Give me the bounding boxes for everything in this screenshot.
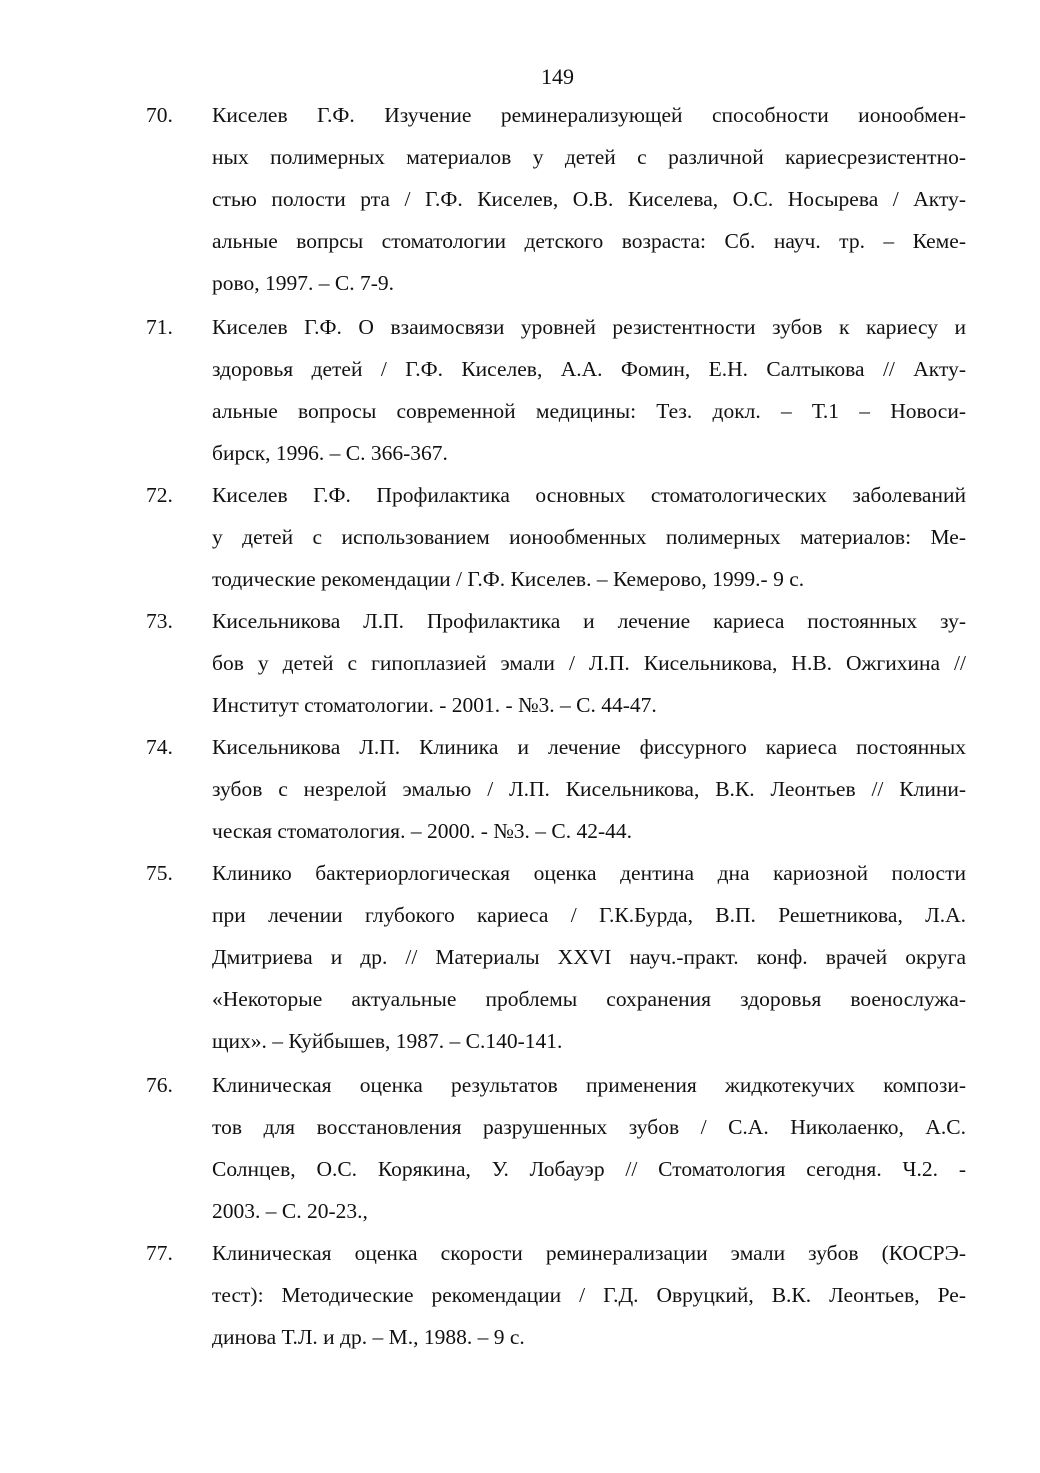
reference-line: Солнцев, О.С. Корякина, У. Лобауэр // Стоматология сегодня. Ч.2. - xyxy=(212,1157,966,1181)
reference-line: ческая стоматология. – 2000. - №3. – С. 42-44. xyxy=(212,819,632,843)
reference-text xyxy=(212,726,966,852)
reference-line: Кисельникова Л.П. Клиника и лечение фиссурного кариеса постоянных xyxy=(212,735,966,759)
reference-line: Клиническая оценка скорости реминерализации эмали зубов (КОСРЭ- xyxy=(212,1241,966,1265)
reference-line: тодические рекомендации / Г.Ф. Киселев. – Кемерово, 1999.- 9 с. xyxy=(212,567,805,591)
page-number: 149 xyxy=(541,64,574,89)
reference-text xyxy=(212,1232,966,1358)
reference-line: альные вопросы современной медицины: Тез. докл. – Т.1 – Новоси- xyxy=(212,399,966,423)
reference-line: бирск, 1996. – С. 366-367. xyxy=(212,441,448,465)
reference-number: 70. xyxy=(146,103,173,127)
reference-line: Кисельникова Л.П. Профилактика и лечение кариеса постоянных зу- xyxy=(212,609,966,633)
reference-line: у детей с использованием ионообменных полимерных материалов: Ме- xyxy=(212,525,966,549)
reference-line: ных полимерных материалов у детей с различной кариесрезистентно- xyxy=(212,145,966,169)
reference-number: 73. xyxy=(146,609,173,633)
reference-line: 2003. – С. 20-23., xyxy=(212,1199,368,1223)
reference-line: здоровья детей / Г.Ф. Киселев, А.А. Фомин, Е.Н. Салтыкова // Акту- xyxy=(212,357,966,381)
reference-line: Клинико бактериорлогическая оценка дентина дна кариозной полости xyxy=(212,861,966,885)
reference-text xyxy=(212,852,966,1062)
reference-line: динова Т.Л. и др. – М., 1988. – 9 с. xyxy=(212,1325,525,1349)
reference-number: 77. xyxy=(146,1241,173,1265)
reference-line: щих». – Куйбышев, 1987. – С.140-141. xyxy=(212,1029,563,1053)
reference-line: тест): Методические рекомендации / Г.Д. Овруцкий, В.К. Леонтьев, Ре- xyxy=(212,1283,966,1307)
reference-line: зубов с незрелой эмалью / Л.П. Кисельникова, В.К. Леонтьев // Клини- xyxy=(212,777,966,801)
reference-line: Дмитриева и др. // Материалы XXVI науч.-практ. конф. врачей округа xyxy=(212,945,966,969)
reference-line: Клиническая оценка результатов применения жидкотекучих компози- xyxy=(212,1073,966,1097)
reference-line: стью полости рта / Г.Ф. Киселев, О.В. Киселева, О.С. Носырева / Акту- xyxy=(212,187,966,211)
reference-number: 75. xyxy=(146,861,173,885)
reference-text xyxy=(212,474,966,600)
reference-text xyxy=(212,94,966,304)
reference-line: Институт стоматологии. - 2001. - №3. – С. 44-47. xyxy=(212,693,657,717)
reference-number: 76. xyxy=(146,1073,173,1097)
reference-line: при лечении глубокого кариеса / Г.К.Бурда, В.П. Решетникова, Л.А. xyxy=(212,903,966,927)
reference-line: бов у детей с гипоплазией эмали / Л.П. Кисельникова, Н.В. Ожгихина // xyxy=(212,651,966,675)
reference-line: «Некоторые актуальные проблемы сохранения здоровья военослужа- xyxy=(212,987,966,1011)
reference-line: рово, 1997. – С. 7-9. xyxy=(212,271,395,295)
reference-number: 71. xyxy=(146,315,173,339)
reference-line: Киселев Г.Ф. Изучение реминерализующей способности ионообмен- xyxy=(212,103,966,127)
reference-number: 74. xyxy=(146,735,173,759)
reference-line: альные вопрсы стоматологии детского возраста: Сб. науч. тр. – Кеме- xyxy=(212,229,966,253)
reference-number: 72. xyxy=(146,483,173,507)
reference-line: Киселев Г.Ф. О взаимосвязи уровней резистентности зубов к кариесу и xyxy=(212,315,966,339)
reference-text xyxy=(212,306,966,474)
reference-text xyxy=(212,600,966,726)
reference-text xyxy=(212,1064,966,1232)
reference-line: тов для восстановления разрушенных зубов / С.А. Николаенко, А.С. xyxy=(212,1115,966,1139)
reference-line: Киселев Г.Ф. Профилактика основных стоматологических заболеваний xyxy=(212,483,966,507)
